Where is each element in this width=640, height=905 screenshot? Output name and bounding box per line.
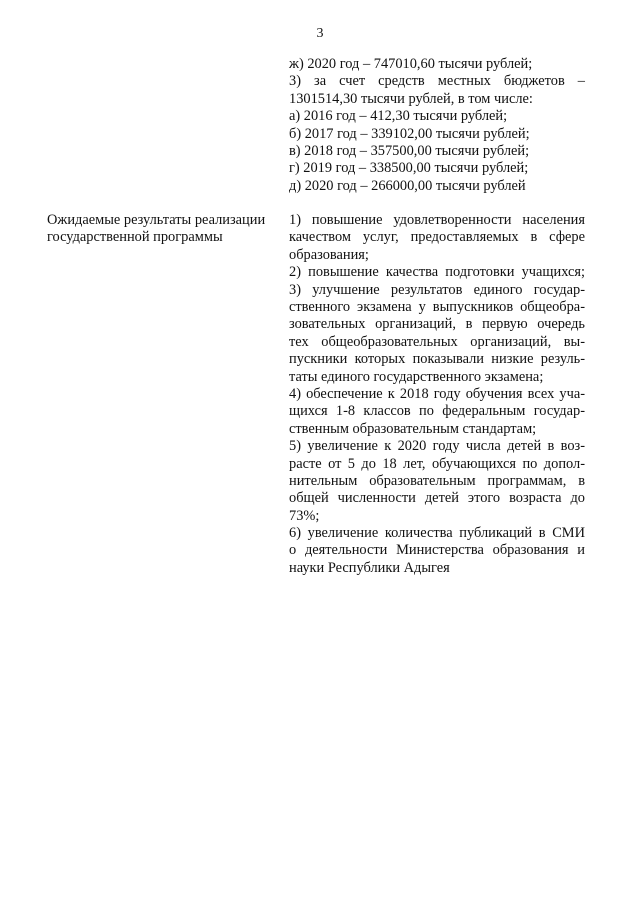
results-line: образования;	[289, 246, 369, 263]
funding-line: б) 2017 год – 339102,00 тысячи рублей;	[289, 125, 530, 142]
results-line: зовательных организаций, в первую очередь	[289, 316, 585, 333]
results-label	[47, 212, 287, 247]
funding-line: г) 2019 год – 338500,00 тысячи рублей;	[289, 160, 529, 177]
results-line: качеством услуг, предоставляемых в сфере	[289, 229, 585, 246]
funding-line: в) 2018 год – 357500,00 тысячи рублей;	[289, 143, 530, 160]
funding-line: а) 2016 год – 412,30 тысячи рублей;	[289, 108, 508, 125]
results-line: 6) увеличение количества публикаций в СМИ	[289, 525, 585, 542]
results-line: ственным образовательным стандартам;	[289, 420, 537, 437]
results-line: 1) повышение удовлетворенности населения	[289, 212, 585, 228]
funding-line: ж) 2020 год – 747010,60 тысячи рублей;	[289, 56, 533, 72]
page-number: 3	[316, 26, 324, 41]
results-line: таты единого государственного экзамена;	[289, 368, 544, 385]
funding-block	[289, 56, 585, 195]
results-line: нительным образовательным программам, в	[289, 472, 585, 489]
results-line: ственного экзамена у выпускников общеобра-	[289, 298, 585, 315]
results-line: 5) увеличение к 2020 году числа детей в воз-	[289, 438, 585, 455]
results-line: тех общеобразовательных организаций, вы-	[289, 333, 585, 350]
funding-line: 3) за счет средств местных бюджетов –	[289, 73, 585, 90]
results-line: расте от 5 до 18 лет, обучающихся по допол-	[289, 455, 585, 472]
results-line: 2) повышение качества подготовки учащихся;	[289, 264, 585, 281]
results-line: общей численности детей этого возраста до	[289, 490, 585, 507]
results-label-line: государственной программы	[47, 229, 223, 246]
funding-line: д) 2020 год – 266000,00 тысячи рублей	[289, 177, 526, 194]
results-line: 3) улучшение результатов единого государ-	[289, 281, 585, 298]
results-label-line: Ожидаемые результаты реализации	[47, 212, 266, 228]
results-line: науки Республики Адыгея	[289, 559, 450, 576]
results-line: 4) обеспечение к 2018 году обучения всех уча-	[289, 385, 585, 402]
results-line: 73%;	[289, 507, 320, 524]
results-line: пускники которых показывали низкие резуль-	[289, 351, 585, 368]
results-line: о деятельности Министерства образования и	[289, 542, 585, 559]
results-block	[289, 212, 585, 577]
funding-line: 1301514,30 тысячи рублей, в том числе:	[289, 90, 533, 107]
results-line: щихся 1-8 классов по федеральным государ-	[289, 403, 585, 420]
